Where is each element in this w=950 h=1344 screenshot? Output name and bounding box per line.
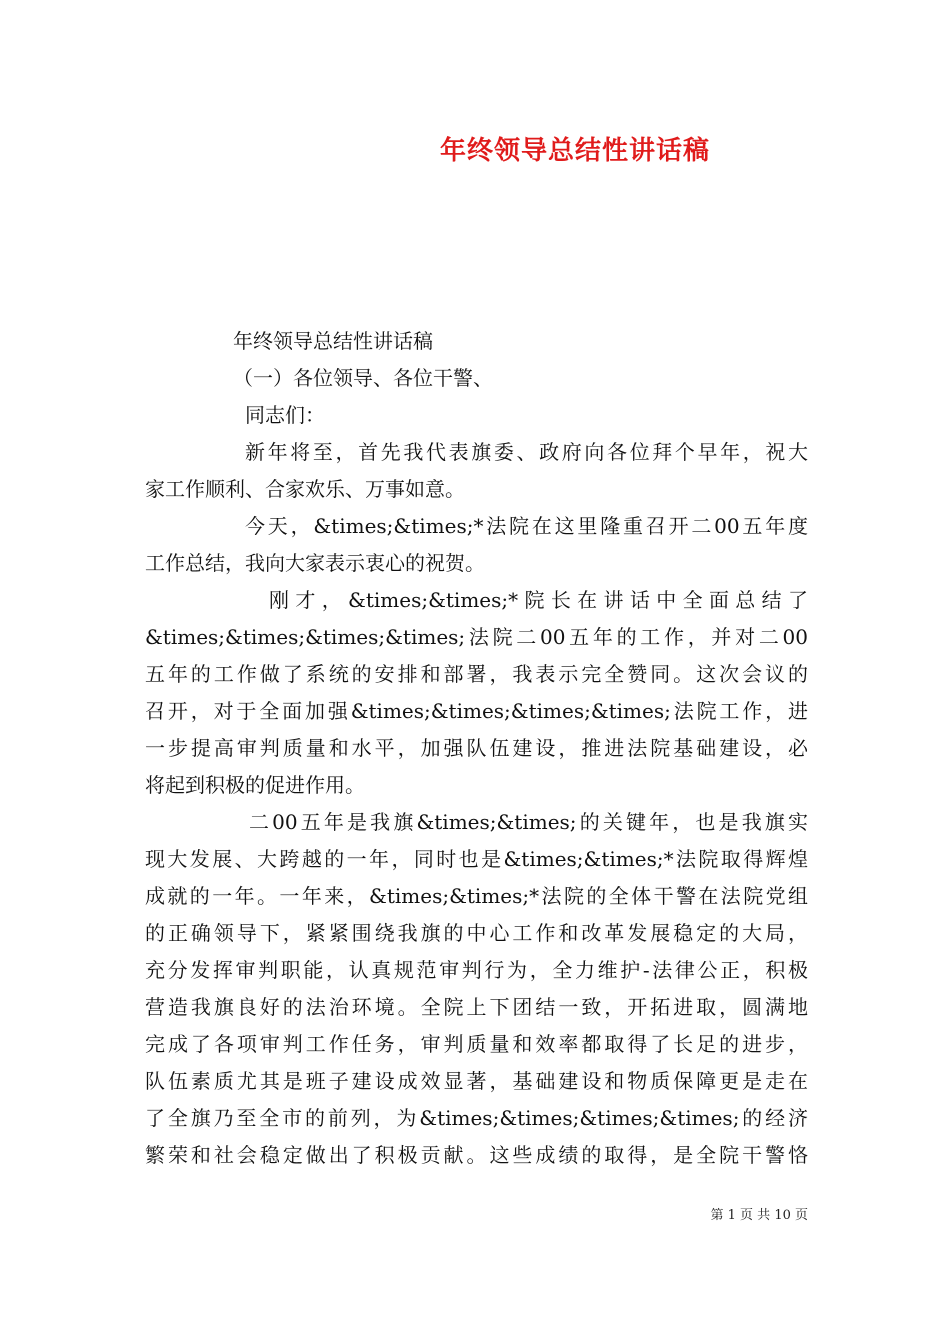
body-line: 营造我旗良好的法治环境。全院上下团结一致，开拓进取，圆满地 [145, 995, 808, 1019]
body-line: 成就的一年。一年来，&times;&times;*法院的全体干警在法院党组 [145, 884, 808, 908]
document-title [0, 130, 950, 167]
body-line: &times;&times;&times;&times;法院二00五年的工作，并对二00 [145, 625, 808, 649]
body-line: 将起到积极的促进作用。 [145, 773, 365, 797]
body-line: 繁荣和社会稳定做出了积极贡献。这些成绩的取得，是全院干警恪 [145, 1143, 808, 1167]
body-line: 二00五年是我旗&times;&times;的关键年，也是我旗实 [249, 810, 808, 834]
body-line: 的正确领导下，紧紧围绕我旗的中心工作和改革发展稳定的大局， [145, 921, 808, 945]
body-line: 队伍素质尤其是班子建设成效显著，基础建设和物质保障更是走在 [145, 1069, 808, 1093]
body-line: 召开，对于全面加强&times;&times;&times;&times;法院工作，进 [145, 699, 808, 723]
body-line: 完成了各项审判工作任务，审判质量和效率都取得了长足的进步， [145, 1032, 808, 1056]
body-line: 新年将至，首先我代表旗委、政府向各位拜个早年，祝大 [245, 440, 808, 464]
body-line: 今天，&times;&times;*法院在这里隆重召开二00五年度 [245, 514, 808, 538]
page-number-label: 第 1 页 共 10 页 [710, 1208, 808, 1223]
body-line: 一步提高审判质量和水平，加强队伍建设，推进法院基础建设，必 [145, 736, 808, 760]
body-line: 刚才，&times;&times;*院长在讲话中全面总结了 [269, 588, 808, 612]
body-line: 五年的工作做了系统的安排和部署，我表示完全赞同。这次会议的 [145, 662, 808, 686]
body-line: 了全旗乃至全市的前列，为&times;&times;&times;&times;的经济 [145, 1106, 808, 1130]
body-line: 工作总结，我向大家表示衷心的祝贺。 [145, 551, 485, 575]
body-line: 年终领导总结性讲话稿 [233, 329, 433, 353]
body-line: 同志们： [245, 403, 325, 427]
document-body [145, 323, 808, 1174]
body-line: 家工作顺利、合家欢乐、万事如意。 [145, 477, 465, 501]
body-line: 现大发展、大跨越的一年，同时也是&times;&times;*法院取得辉煌 [145, 847, 808, 871]
document-title-text: 年终领导总结性讲话稿 [439, 136, 710, 166]
page-footer [0, 1204, 808, 1223]
body-line: （一）各位领导、各位干警、 [233, 366, 493, 390]
body-line: 充分发挥审判职能，认真规范审判行为，全力维护-法律公正，积极 [145, 958, 808, 982]
